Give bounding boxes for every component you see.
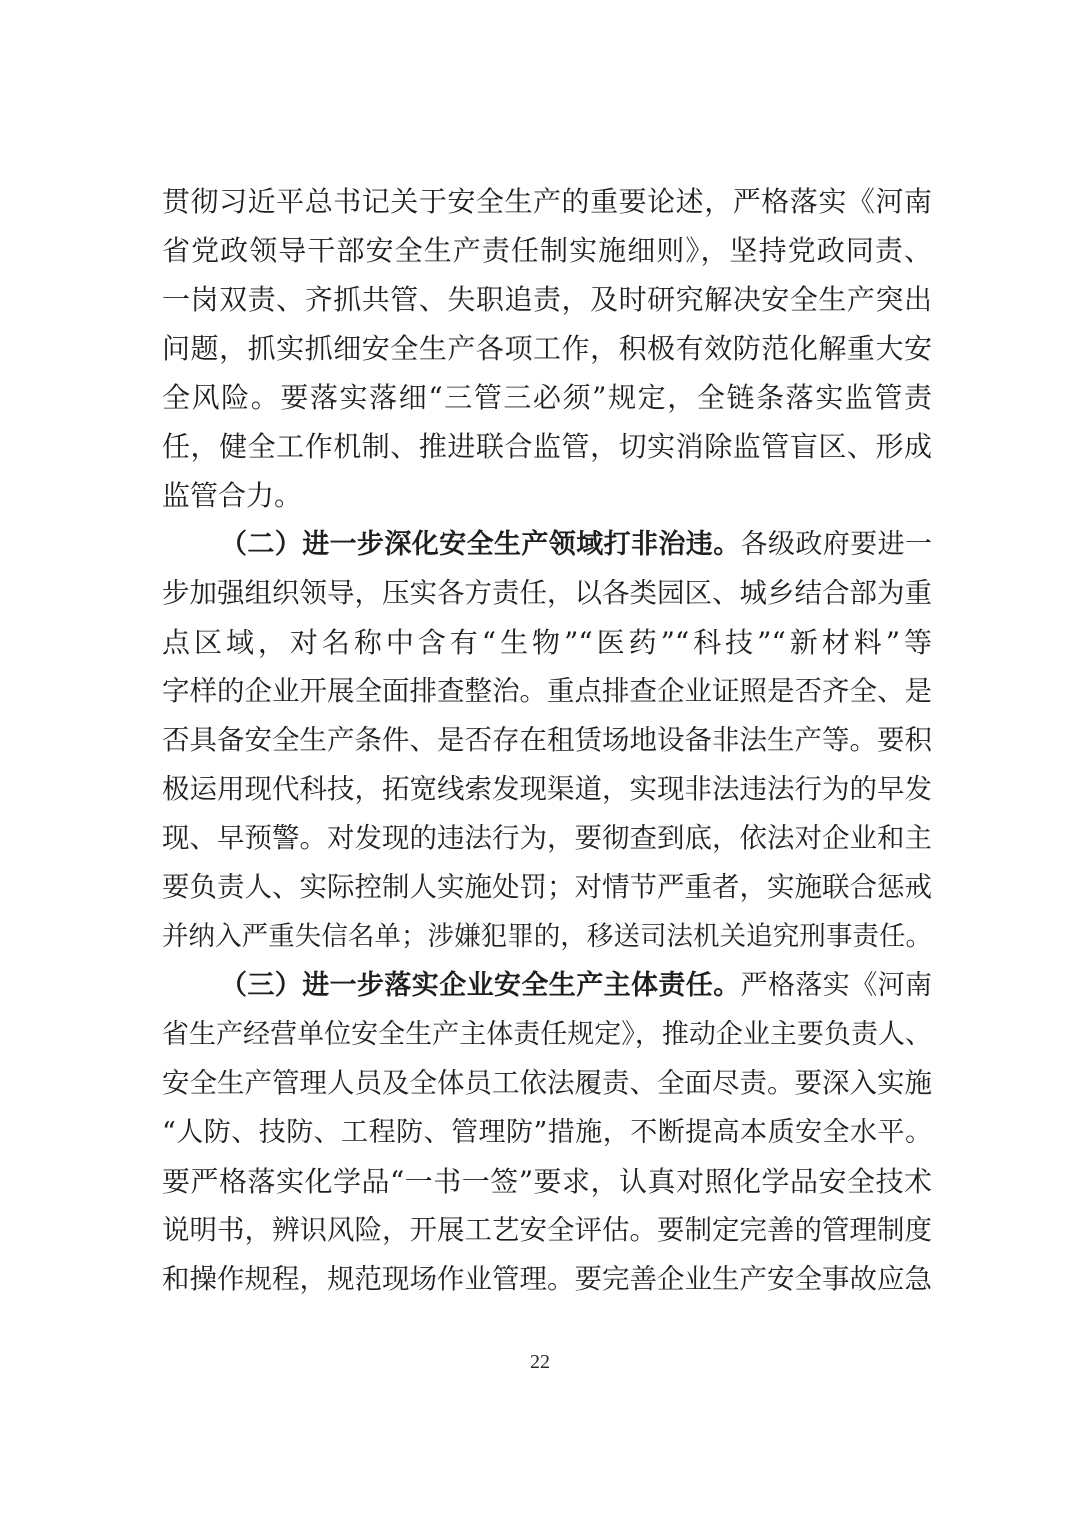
text-line: 并纳入严重失信名单；涉嫌犯罪的，移送司法机关追究刑事责任。	[162, 921, 932, 952]
text-line: 现、早预警。对发现的违法行为，要彻查到底，依法对企业和主	[162, 822, 932, 854]
paragraph-3-first-line	[162, 961, 932, 1010]
text-line: 说明书，辨识风险，开展工艺安全评估。要制定完善的管理制度	[162, 1214, 932, 1246]
text-line: 一岗双责、齐抓共管、失职追责，及时研究解决安全生产突出	[162, 283, 932, 316]
body-text	[162, 177, 932, 1304]
text-line: 监管合力。	[162, 479, 303, 512]
page-number: 22	[530, 1351, 550, 1373]
section-heading-3: （三）进一步落实企业安全生产主体责任。	[220, 970, 741, 1001]
text-line: “人防、技防、工程防、管理防”措施，不断提高本质安全水平。	[162, 1117, 932, 1148]
paragraph-3	[162, 961, 932, 1304]
text-line: 点区域，对名称中含有“生物”“医药”“科技”“新材料”等	[162, 626, 932, 659]
text-line: 字样的企业开展全面排查整治。重点排查企业证照是否齐全、是	[162, 675, 932, 707]
text-line: 任，健全工作机制、推进联合监管，切实消除监管盲区、形成	[162, 430, 932, 463]
text-line: 要严格落实化学品“一书一签”要求，认真对照化学品安全技术	[162, 1165, 932, 1198]
text-line: 和操作规程，规范现场作业管理。要完善企业生产安全事故应急	[162, 1263, 932, 1295]
text-line: 要负责人、实际控制人实施处罚；对情节严重者，实施联合惩戒	[162, 871, 932, 903]
text-line: 安全生产管理人员及全体员工依法履责、全面尽责。要深入实施	[162, 1067, 932, 1099]
text-line: 全风险。要落实落细“三管三必须”规定，全链条落实监管责	[162, 381, 932, 414]
text-run: 严格落实《河南	[740, 970, 933, 1001]
text-line: 省党政领导干部安全生产责任制实施细则》，坚持党政同责、	[162, 234, 932, 267]
text-line: 省生产经营单位安全生产主体责任规定》，推动企业主要负责人、	[162, 1019, 932, 1050]
text-line: 极运用现代科技，拓宽线索发现渠道，实现非法违法行为的早发	[162, 773, 932, 805]
text-line: 步加强组织领导，压实各方责任，以各类园区、城乡结合部为重	[162, 577, 932, 609]
text-run: 各级政府要进一	[740, 529, 933, 560]
text-line: 否具备安全生产条件、是否存在租赁场地设备非法生产等。要积	[162, 724, 932, 756]
text-line: 贯彻习近平总书记关于安全生产的重要论述，严格落实《河南	[162, 185, 932, 218]
paragraph-1	[162, 177, 932, 520]
paragraph-2-first-line	[162, 520, 932, 569]
text-line: 问题，抓实抓细安全生产各项工作，积极有效防范化解重大安	[162, 332, 932, 365]
paragraph-2	[162, 520, 932, 961]
section-heading-2: （二）进一步深化安全生产领域打非治违。	[220, 529, 741, 560]
